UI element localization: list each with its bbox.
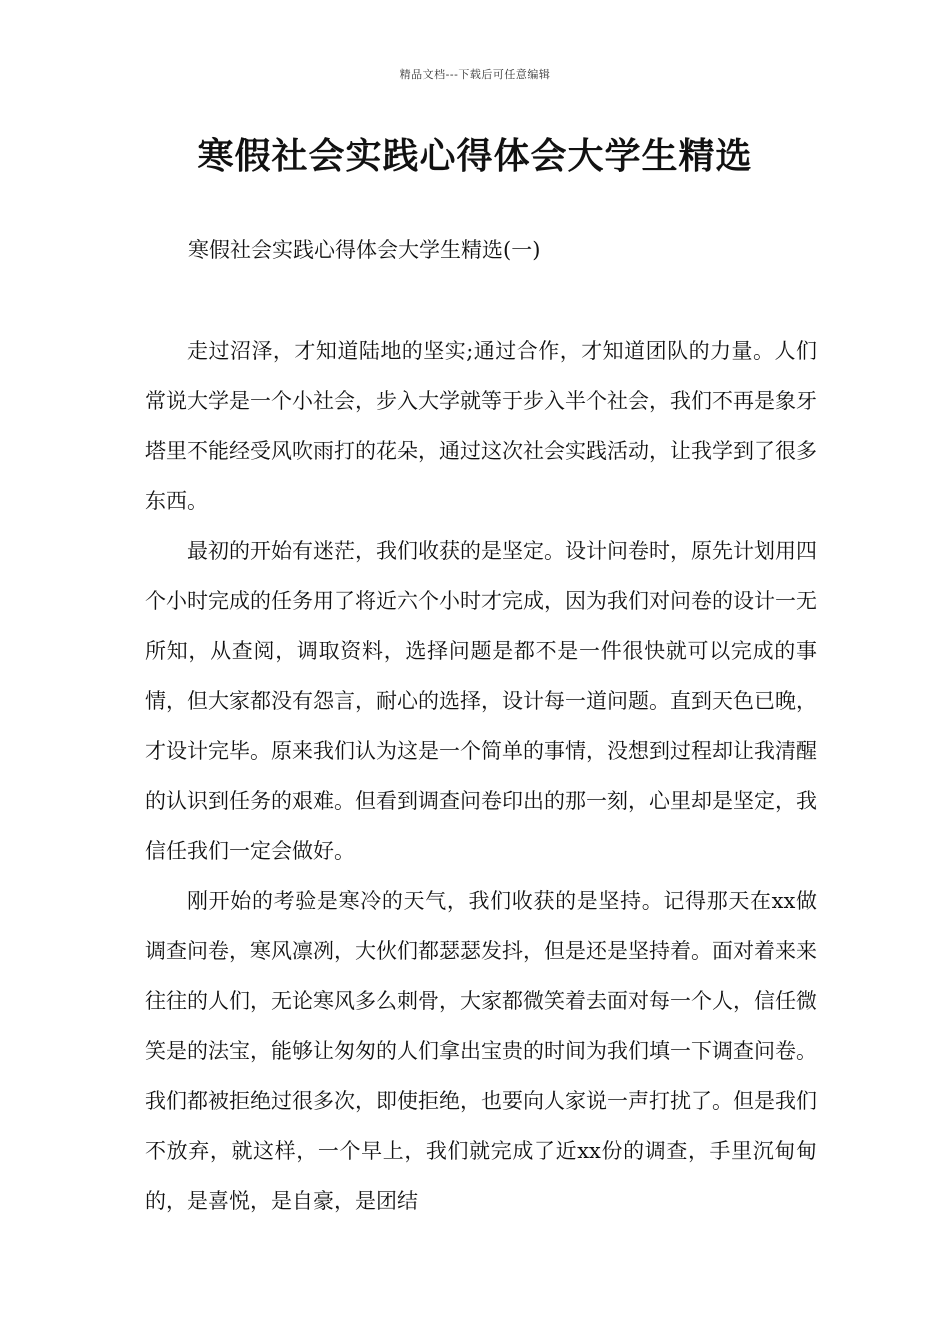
paragraph-3: 刚开始的考验是寒冷的天气，我们收获的是坚持。记得那天在xx做调查问卷，寒风凛冽，大伙们都瑟瑟发抖，但是还是坚持着。面对着来来往往的人们，无论寒风多么刺骨，大家都微笑着去面对每一个人，信任微笑是的法宝，能够让匆匆的人们拿出宝贵的时间为我们填一下调查问卷。我们都被拒绝过很多次，即使拒绝，也要向人家说一声打扰了。但是我们不放弃，就这样，一个早上，我们就完成了近xx份的调查，手里沉甸甸的，是喜悦，是自豪，是团结 — [145, 889, 817, 1213]
paragraph-2: 最初的开始有迷茫，我们收获的是坚定。设计问卷时，原先计划用四个小时完成的任务用了将近六个小时才完成，因为我们对问卷的设计一无所知，从查阅，调取资料，选择问题是都不是一件很快就可以完成的事情，但大家都没有怨言，耐心的选择，设计每一道问题。直到天色已晚，才设计完毕。原来我们认为这是一个简单的事情，没想到过程却让我清醒的认识到任务的艰难。但看到调查问卷印出的那一刻，心里却是坚定，我信任我们一定会做好。 — [145, 539, 817, 863]
document-body — [145, 326, 817, 1226]
header-note: 精品文档---下载后可任意编辑 — [399, 68, 551, 81]
document-title: 寒假社会实践心得体会大学生精选 — [197, 136, 753, 177]
section-subtitle: 寒假社会实践心得体会大学生精选(一) — [188, 238, 541, 262]
paragraph-1: 走过沼泽，才知道陆地的坚实;通过合作，才知道团队的力量。人们常说大学是一个小社会，步入大学就等于步入半个社会，我们不再是象牙塔里不能经受风吹雨打的花朵，通过这次社会实践活动，让我学到了很多东西。 — [145, 339, 817, 513]
